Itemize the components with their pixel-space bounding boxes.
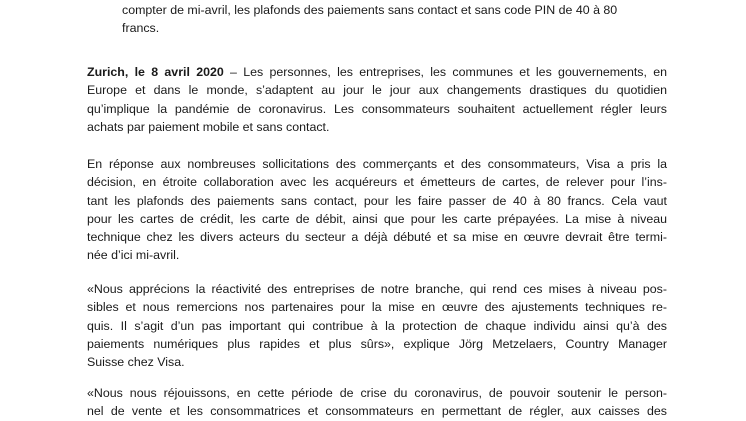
text-line: quis. Il s’agit d’un pas important qui contribue à la protection de chaque individu ainsi qu’à des (87, 318, 667, 333)
text-line: compter de mi-avril, les plafonds des paiements sans contact et sans code PIN de 40 à 80 (122, 3, 618, 17)
text-line: née d’ici mi-avril. (87, 248, 180, 263)
text-line: paiements numériques plus rapides et plus sûrs», explique Jörg Metzelaers, Country Manager (87, 336, 667, 351)
paragraph-quote-crisis (87, 384, 667, 421)
dateline: Zurich, le 8 avril 2020 (87, 65, 224, 79)
text-line: nel de vente et les consommatrices et consommateurs en permettant de régler, aux caisses des (87, 404, 667, 419)
text-line: qu’implique la pandémie de coronavirus. Les consommateurs souhaitent actuellement régler leurs (87, 101, 667, 116)
bullet-item-continuation (122, 1, 667, 38)
paragraph-quote-metzelaers (87, 280, 667, 371)
text-line: Europe et dans le monde, s’adaptent au jour le jour aux changements drastiques du quotidien (87, 83, 667, 98)
text-fragment: – Les personnes, les entreprises, les communes et les gouvernements, en (223, 65, 667, 79)
text-line: Suisse chez Visa. (87, 355, 185, 370)
paragraph-decision (87, 155, 667, 265)
text-line: technique chez les divers acteurs du secteur a déjà débuté et sa mise en œuvre devrait être termi- (87, 230, 667, 245)
text-line: francs. (122, 21, 160, 36)
text-line: «Nous apprécions la réactivité des entreprises de notre branche, qui rend ces mises à niveau pos- (87, 282, 667, 296)
text-line: pour les cartes de crédit, les carte de débit, ainsi que pour les carte prépayées. La mise à niveau (87, 211, 667, 226)
text-line: achats par paiement mobile et sans contact. (87, 119, 330, 134)
text-line: sibles et nous remercions nos partenaires pour la mise en œuvre des ajustements techniques re- (87, 300, 667, 315)
text-line: «Nous nous réjouissons, en cette période de crise du coronavirus, de pouvoir soutenir le person- (87, 386, 667, 400)
paragraph-intro (87, 63, 667, 136)
text-line: En réponse aux nombreuses sollicitations des commerçants et des consommateurs, Visa a pris la (87, 157, 667, 171)
text-line: décision, en étroite collaboration avec les acquéreurs et émetteurs de cartes, de relever pour l’ins- (87, 175, 667, 190)
text-line: tant les plafonds des paiements sans contact, pour les faire passer de 40 à 80 francs. Cela vaut (87, 193, 667, 208)
text-line (87, 63, 667, 81)
